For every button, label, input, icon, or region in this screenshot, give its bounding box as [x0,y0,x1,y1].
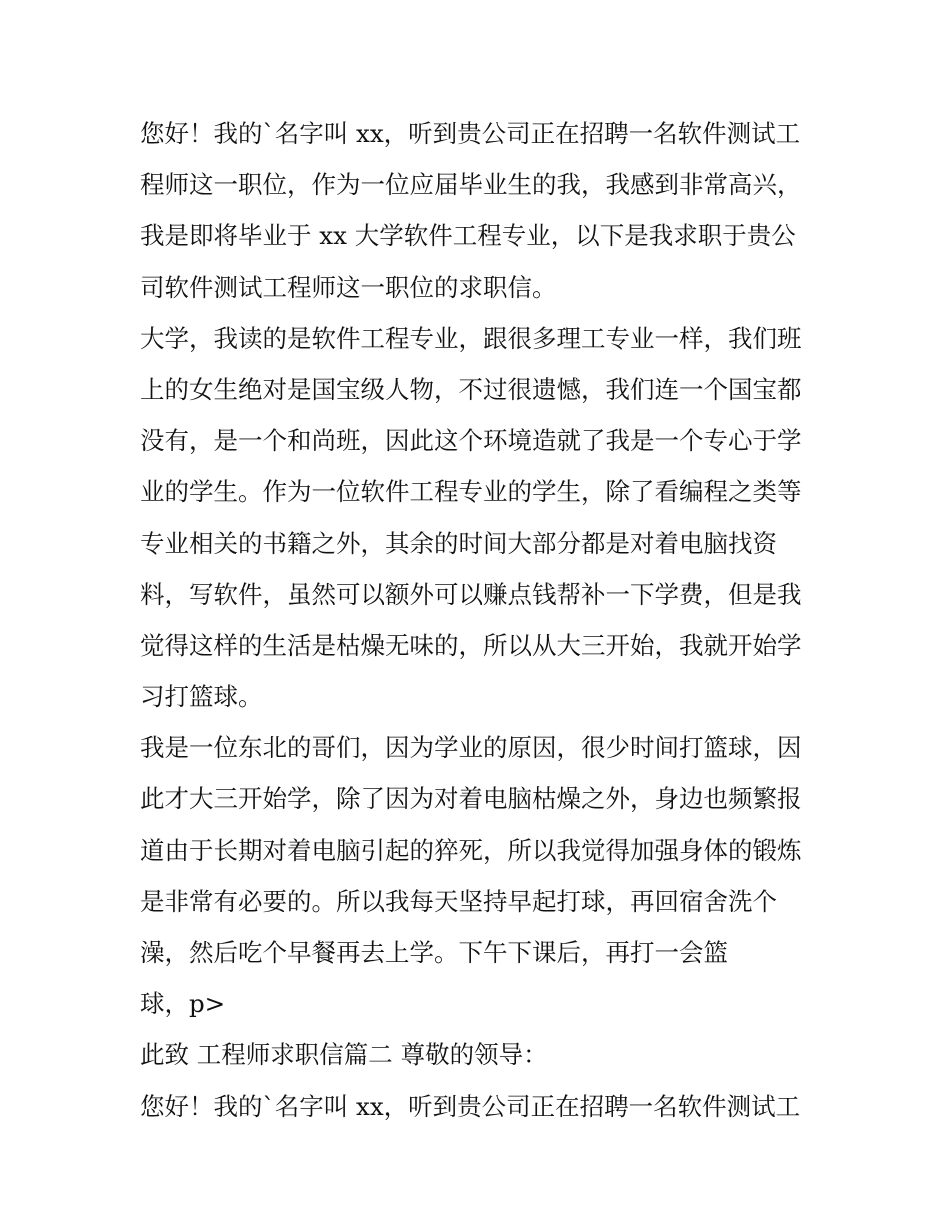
text-line: 您好！我的`名字叫 xx，听到贵公司正在招聘一名软件测试工 [140,1091,801,1121]
text-line: 料，写软件，虽然可以额外可以赚点钱帮补一下学费，但是我 [140,579,802,609]
text-line: 您好！我的`名字叫 xx，听到贵公司正在招聘一名软件测试工 [140,119,801,148]
text-line: 此才大三开始学，除了因为对着电脑枯燥之外，身边也频繁报 [140,784,802,814]
text-line: 没有，是一个和尚班，因此这个环境造就了我是一个专心于学 [140,426,802,456]
text-line: 业的学生。作为一位软件工程专业的学生，除了看编程之类等 [140,477,802,507]
text-line: 程师这一职位，作为一位应届毕业生的我，我感到非常高兴， [140,170,802,200]
text-line: 我是即将毕业于 xx 大学软件工程专业，以下是我求职于贵公 [140,221,796,251]
text-line: 球，p> [140,989,226,1019]
text-line: 觉得这样的生活是枯燥无味的，所以从大三开始，我就开始学 [140,630,802,660]
text-line: 此致 工程师求职信篇二 尊敬的领导： [140,1040,548,1070]
text-line: 道由于长期对着电脑引起的猝死，所以我觉得加强身体的锻炼 [140,835,802,865]
text-line: 习打篮球。 [140,682,263,712]
text-line: 专业相关的书籍之外，其余的时间大部分都是对着电脑找资 [140,528,777,558]
text-line: 上的女生绝对是国宝级人物，不过很遗憾，我们连一个国宝都 [140,374,802,404]
letter-body [140,108,820,1132]
text-line: 是非常有必要的。所以我每天坚持早起打球，再回宿舍洗个 [140,886,777,916]
text-line: 大学，我读的是软件工程专业，跟很多理工专业一样，我们班 [140,323,802,353]
text-line: 我是一位东北的哥们，因为学业的原因，很少时间打篮球，因 [140,733,802,763]
text-line: 司软件测试工程师这一职位的求职信。 [140,272,557,302]
text-line: 澡，然后吃个早餐再去上学。下午下课后，再打一会篮 [140,938,728,967]
